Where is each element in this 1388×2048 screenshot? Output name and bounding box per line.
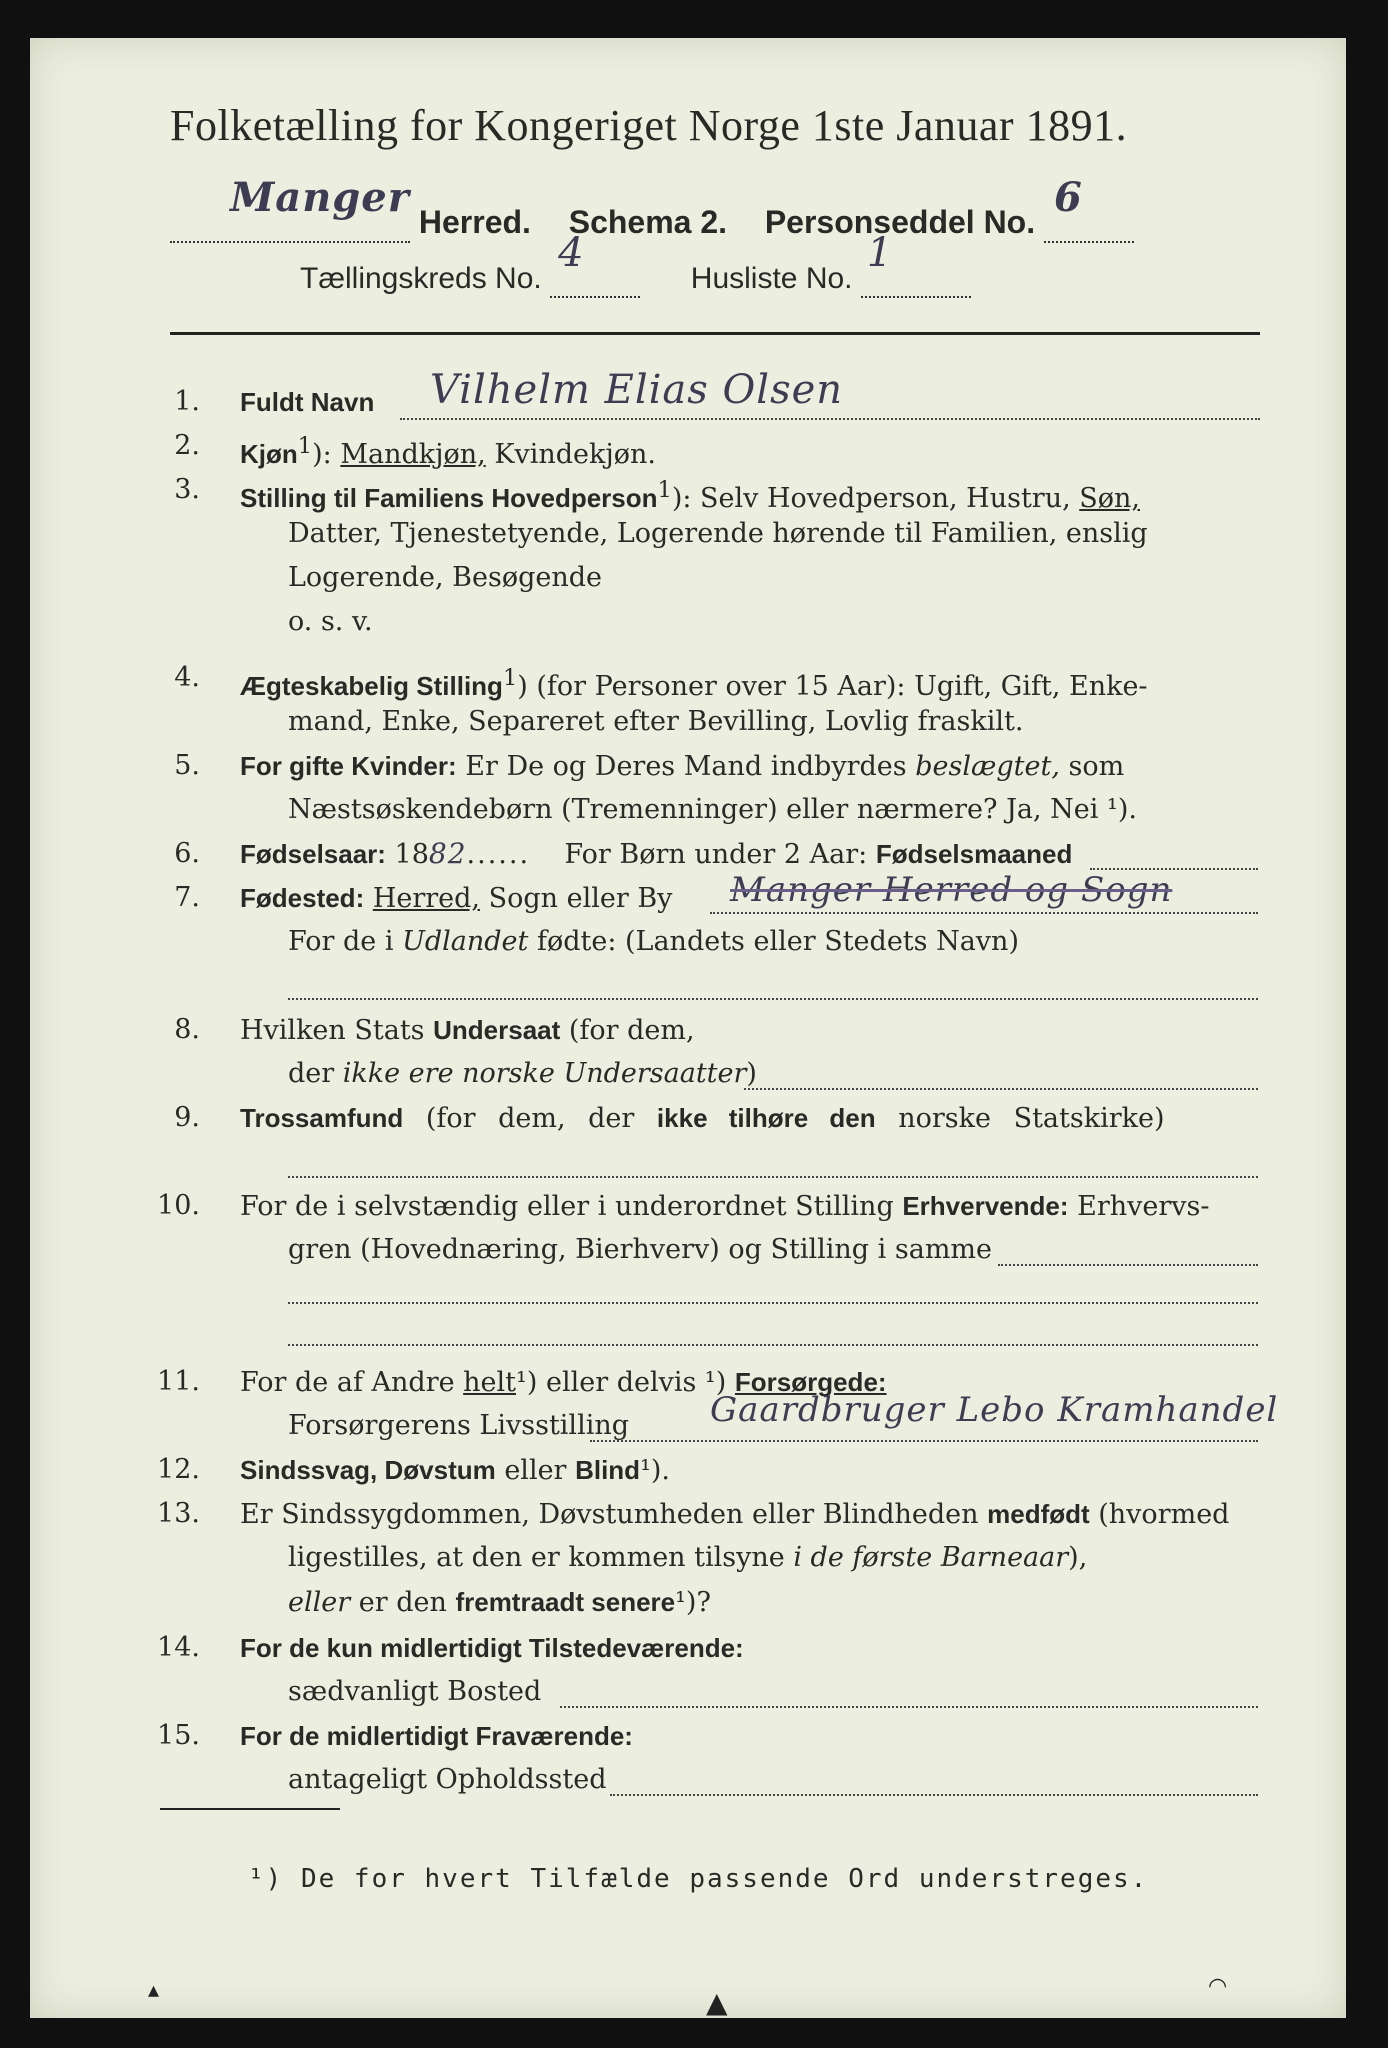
census-form-page: Folketælling for Kongeriget Norge 1ste Januar 1891. Manger Herred. Schema 2. Personseddel No. 6 Tællingskreds No. 4 Husliste No. 1 1. Fuldt Navn Vilhelm Elias Olsen 2. Kjøn$^1$): Mandkjøn, Kvindekjøn. 3. Stilling til Familiens Hovedperson$^1$): Selv Hovedperson, Hustru, Søn, Datter, Tjenestetyende, Logerende hørende til Familien, enslig Logerende, Besøgende o. s. v. 4. Ægteskabelig Stilling$^1$) (for Personer over 15 Aar): Ugift, Gift, Enke- mand, Enke, Separeret efter Bevilling, Lovlig fraskilt. 5. For gifte Kvinder: Er De og Deres Mand indbyrdes beslægtet, som Næstsøskendebørn (Tremenninger) eller nærmere? Ja, Nei ¹). 6. Fødselsaar: 1882...... For Børn under 2 Aar: Fødselsmaaned 7. Fødested: Herred, Sogn eller By Manger Herred og Sogn For de i Udlandet fødte: (Landets eller Stedets Navn) 8. Hvilken Stats Undersaat (for dem, der ikke ere norske Undersaatter) 9. Trossamfund (for dem, der ikke tilhøre den norske Statskirke) 10. For de i selvstændig eller i underordnet Stilling Erhvervende: Erhvervs- gren (Hovednæring, Bierhverv) og Stilling i samme 11. For de af Andre helt¹) eller delvis ¹) Forsørgede: Forsørgerens Livsstilling Gaardbruger Lebo Kramhandel 12. Sindssvag, Døvstum eller Blind¹). 13. Er Sindssygdommen, Døvstumheden eller Blindheden medfødt (hvormed ligestilles, at den er kommen tilsyne i de første Barneaar), eller er den fremtraadt senere¹)? 14. For de kun midlertidigt Tilstedeværende: sædvanligt Bosted 15. For de midlertidigt Fraværende: antageligt Opholdssted ¹) De for hvert Tilfælde passende Ord understreges. ▴ ▲ ◠: [30, 38, 1346, 2018]
personseddel-field: [1044, 174, 1134, 243]
item-number: 8.: [174, 1014, 200, 1045]
item-number: 5.: [174, 750, 200, 781]
item-text: Trossamfund (for dem, der ikke tilhøre den norske Statskirke): [240, 1103, 1165, 1134]
kreds-label: Tællingskreds No.: [300, 262, 542, 295]
item-text: For gifte Kvinder: Er De og Deres Mand indbyrdes beslægtet, som: [240, 751, 1125, 782]
item-number: 3.: [174, 474, 200, 505]
item-text: Hvilken Stats Undersaat (for dem,: [240, 1015, 695, 1046]
item-number: 9.: [174, 1102, 200, 1133]
husliste-value: 1: [866, 230, 894, 276]
corner-mark-icon: ▴: [148, 1978, 160, 2003]
schema-label: Schema 2.: [568, 204, 728, 240]
item-text: Fødselsaar: 1882...... For Børn under 2 Aar: Fødselsmaaned: [240, 837, 1073, 870]
selected-option: Mandkjøn,: [340, 439, 486, 470]
full-name-value: Vilhelm Elias Olsen: [430, 367, 844, 413]
birthplace-value: Manger Herred og Sogn: [730, 870, 1173, 910]
item-text: Kjøn$^1$): Mandkjøn, Kvindekjøn.: [240, 433, 656, 470]
item-number: 11.: [157, 1366, 200, 1397]
item-number: 4.: [174, 662, 200, 693]
footnote: ¹) De for hvert Tilfælde passende Ord understreges.: [248, 1864, 1149, 1894]
center-mark-icon: ▲: [706, 1986, 728, 2019]
corner-mark-icon: ◠: [1208, 1974, 1228, 1999]
item-label: For de midlertidigt Fraværende:: [240, 1721, 633, 1751]
item-number: 12.: [157, 1454, 200, 1485]
provider-occupation-value: Gaardbruger Lebo Kramhandel: [710, 1390, 1279, 1430]
item-text: Stilling til Familiens Hovedperson$^1$): Selv Hovedperson, Hustru, Søn,: [240, 477, 1141, 514]
herred-value: Manger: [230, 174, 410, 221]
item-text: Er Sindssygdommen, Døvstumheden eller Blindheden medfødt (hvormed: [240, 1499, 1230, 1530]
item-text: For de i selvstændig eller i underordnet Stilling Erhvervende: Erhvervs-: [240, 1191, 1210, 1222]
item-number: 2.: [174, 430, 200, 461]
item-text: Fødested: Herred, Sogn eller By: [240, 883, 673, 914]
item-number: 15.: [157, 1720, 200, 1751]
form-title: Folketælling for Kongeriget Norge 1ste Januar 1891.: [170, 101, 1128, 150]
personseddel-label: Personseddel No.: [764, 204, 1036, 240]
name-fill-line: [400, 418, 1260, 420]
husliste-label: Husliste No.: [690, 262, 853, 295]
item-number: 14.: [157, 1632, 200, 1663]
item-number: 10.: [157, 1190, 200, 1221]
item-text: Sindssvag, Døvstum eller Blind¹).: [240, 1455, 671, 1486]
header-rule: [170, 332, 1260, 335]
item-number: 13.: [157, 1498, 200, 1529]
herred-label: Herred.: [418, 204, 531, 240]
item-text: Ægteskabelig Stilling$^1$) (for Personer over 15 Aar): Ugift, Gift, Enke-: [240, 665, 1148, 702]
item-number: 7.: [174, 882, 200, 913]
kreds-value: 4: [558, 230, 585, 276]
birth-year-value: 82: [428, 837, 467, 870]
header-herred-line: [170, 174, 1134, 243]
header-kreds-line: [300, 230, 971, 298]
personseddel-value: 6: [1054, 174, 1083, 221]
kreds-field: [550, 230, 640, 298]
item-label: For de kun midlertidigt Tilstedeværende:: [240, 1633, 744, 1663]
selected-option: Herred,: [372, 883, 481, 914]
husliste-field: [861, 230, 971, 298]
herred-field: [170, 174, 410, 243]
item-number: 6.: [174, 838, 200, 869]
item-label: Fuldt Navn: [240, 387, 375, 417]
item-text: For de af Andre helt¹) eller delvis ¹) Forsørgede:: [240, 1367, 887, 1398]
footnote-rule: [160, 1808, 340, 1810]
selected-option: Søn,: [1079, 483, 1141, 514]
item-number: 1.: [174, 386, 200, 417]
